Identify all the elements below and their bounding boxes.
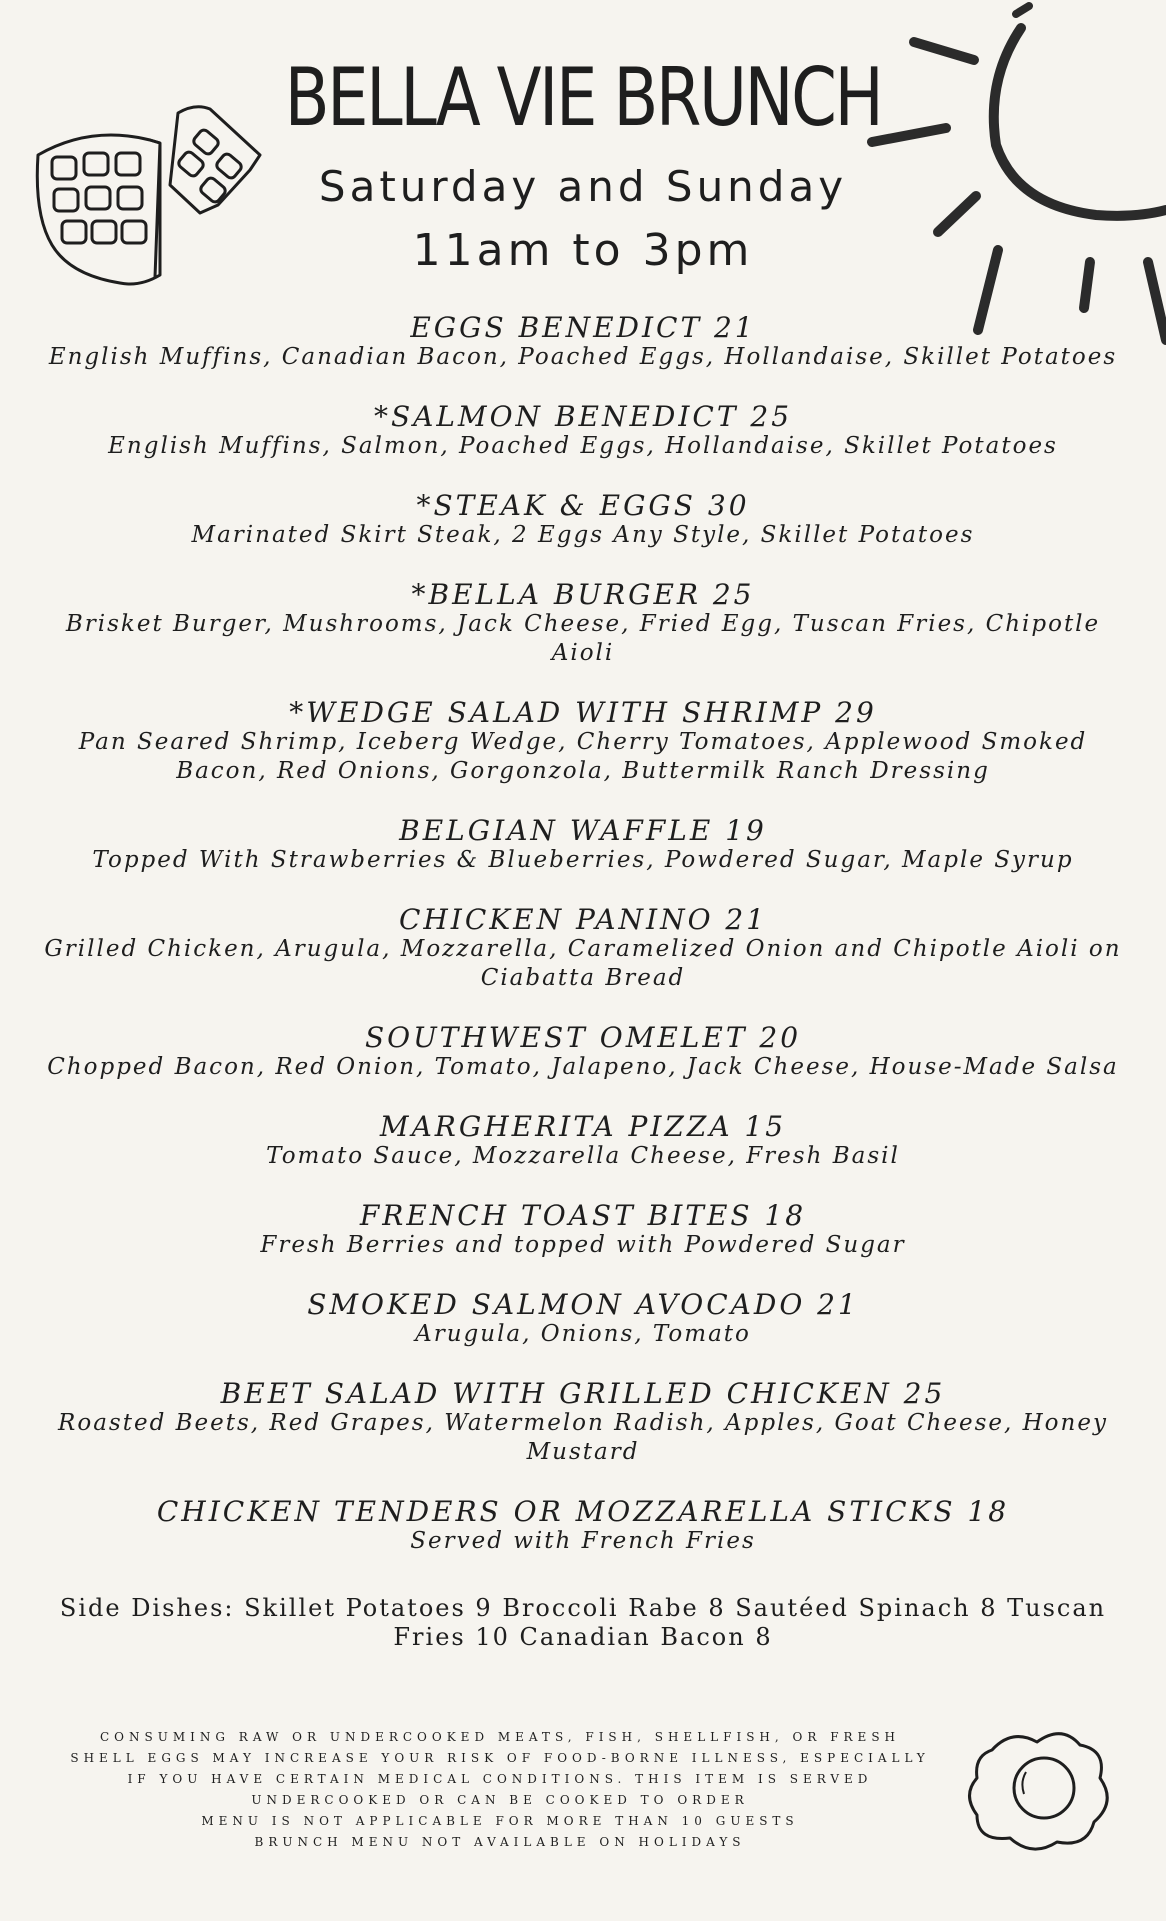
menu-item-name: *WEDGE SALAD WITH SHRIMP 29 bbox=[289, 696, 877, 729]
menu-item bbox=[0, 1200, 1166, 1260]
brunch-hours: 11am to 3pm bbox=[412, 225, 754, 276]
side-dishes: Side Dishes: Skillet Potatoes 9 Broccoli Rabe 8 Sautéed Spinach 8 Tuscan Fries 10 Canadian Bacon 8 bbox=[59, 1594, 1107, 1651]
menu-item bbox=[0, 1496, 1166, 1556]
menu-item bbox=[0, 401, 1166, 461]
disclaimer-line: UNDERCOOKED OR CAN BE COOKED TO ORDER bbox=[251, 1793, 749, 1807]
menu-item bbox=[0, 312, 1166, 372]
fried-egg-icon bbox=[962, 1720, 1122, 1860]
menu-item bbox=[0, 579, 1166, 668]
menu-item-name: BELGIAN WAFFLE 19 bbox=[399, 814, 767, 847]
menu-item-name: BEET SALAD WITH GRILLED CHICKEN 25 bbox=[220, 1377, 946, 1410]
menu-item-name: CHICKEN PANINO 21 bbox=[398, 903, 768, 936]
disclaimer-line: IF YOU HAVE CERTAIN MEDICAL CONDITIONS. THIS ITEM IS SERVED bbox=[127, 1772, 873, 1786]
menu-list bbox=[0, 312, 1166, 1585]
menu-item bbox=[0, 1289, 1166, 1349]
menu-item-description: English Muffins, Salmon, Poached Eggs, Hollandaise, Skillet Potatoes bbox=[108, 433, 1058, 459]
menu-item-description: Roasted Beets, Red Grapes, Watermelon Radish, Apples, Goat Cheese, Honey Mustard bbox=[58, 1410, 1108, 1465]
menu-item-description: Arugula, Onions, Tomato bbox=[415, 1321, 751, 1347]
menu-item-name: *BELLA BURGER 25 bbox=[411, 578, 755, 611]
menu-item-name: EGGS BENEDICT 21 bbox=[410, 311, 756, 344]
disclaimer-line: SHELL EGGS MAY INCREASE YOUR RISK OF FOOD-BORNE ILLNESS, ESPECIALLY bbox=[70, 1751, 930, 1765]
menu-item-description: English Muffins, Canadian Bacon, Poached Eggs, Hollandaise, Skillet Potatoes bbox=[48, 344, 1118, 370]
page-title: BELLA VIE BRUNCH bbox=[284, 51, 882, 144]
menu-item bbox=[0, 1378, 1166, 1467]
menu-item-description: Tomato Sauce, Mozzarella Cheese, Fresh Basil bbox=[266, 1143, 900, 1169]
menu-item-description: Served with French Fries bbox=[410, 1528, 756, 1554]
disclaimer bbox=[40, 1727, 960, 1853]
disclaimer-line: BRUNCH MENU NOT AVAILABLE ON HOLIDAYS bbox=[254, 1835, 746, 1849]
menu-item-description: Brisket Burger, Mushrooms, Jack Cheese, Fried Egg, Tuscan Fries, Chipotle Aioli bbox=[65, 611, 1101, 666]
menu-item-description: Pan Seared Shrimp, Iceberg Wedge, Cherry Tomatoes, Applewood Smoked Bacon, Red Onions, Gorgonzola, Buttermilk Ranch Dressing bbox=[78, 729, 1088, 784]
menu-item-description: Grilled Chicken, Arugula, Mozzarella, Caramelized Onion and Chipotle Aioli on Ciabatta Bread bbox=[44, 936, 1122, 991]
menu-item-name: *STEAK & EGGS 30 bbox=[416, 489, 750, 522]
menu-item-name: FRENCH TOAST BITES 18 bbox=[359, 1199, 807, 1232]
menu-item bbox=[0, 815, 1166, 875]
menu-item bbox=[0, 697, 1166, 786]
menu-item-name: SOUTHWEST OMELET 20 bbox=[364, 1021, 802, 1054]
menu-item-description: Fresh Berries and topped with Powdered Sugar bbox=[260, 1232, 906, 1258]
menu-item-name: MARGHERITA PIZZA 15 bbox=[379, 1110, 787, 1143]
disclaimer-line: MENU IS NOT APPLICABLE FOR MORE THAN 10 GUESTS bbox=[201, 1814, 799, 1828]
menu-item-description: Topped With Strawberries & Blueberries, Powdered Sugar, Maple Syrup bbox=[92, 847, 1074, 873]
disclaimer-line: CONSUMING RAW OR UNDERCOOKED MEATS, FISH, SHELLFISH, OR FRESH bbox=[100, 1730, 900, 1744]
menu-item bbox=[0, 1022, 1166, 1082]
menu-item bbox=[0, 1111, 1166, 1171]
menu-item-description: Marinated Skirt Steak, 2 Eggs Any Style, Skillet Potatoes bbox=[191, 522, 975, 548]
menu-item-description: Chopped Bacon, Red Onion, Tomato, Jalapeno, Jack Cheese, House-Made Salsa bbox=[47, 1054, 1119, 1080]
menu-item bbox=[0, 490, 1166, 550]
brunch-days: Saturday and Sunday bbox=[318, 162, 848, 211]
menu-item bbox=[0, 904, 1166, 993]
menu-item-name: CHICKEN TENDERS OR MOZZARELLA STICKS 18 bbox=[156, 1495, 1010, 1528]
menu-item-name: SMOKED SALMON AVOCADO 21 bbox=[307, 1288, 859, 1321]
menu-item-name: *SALMON BENEDICT 25 bbox=[373, 400, 793, 433]
